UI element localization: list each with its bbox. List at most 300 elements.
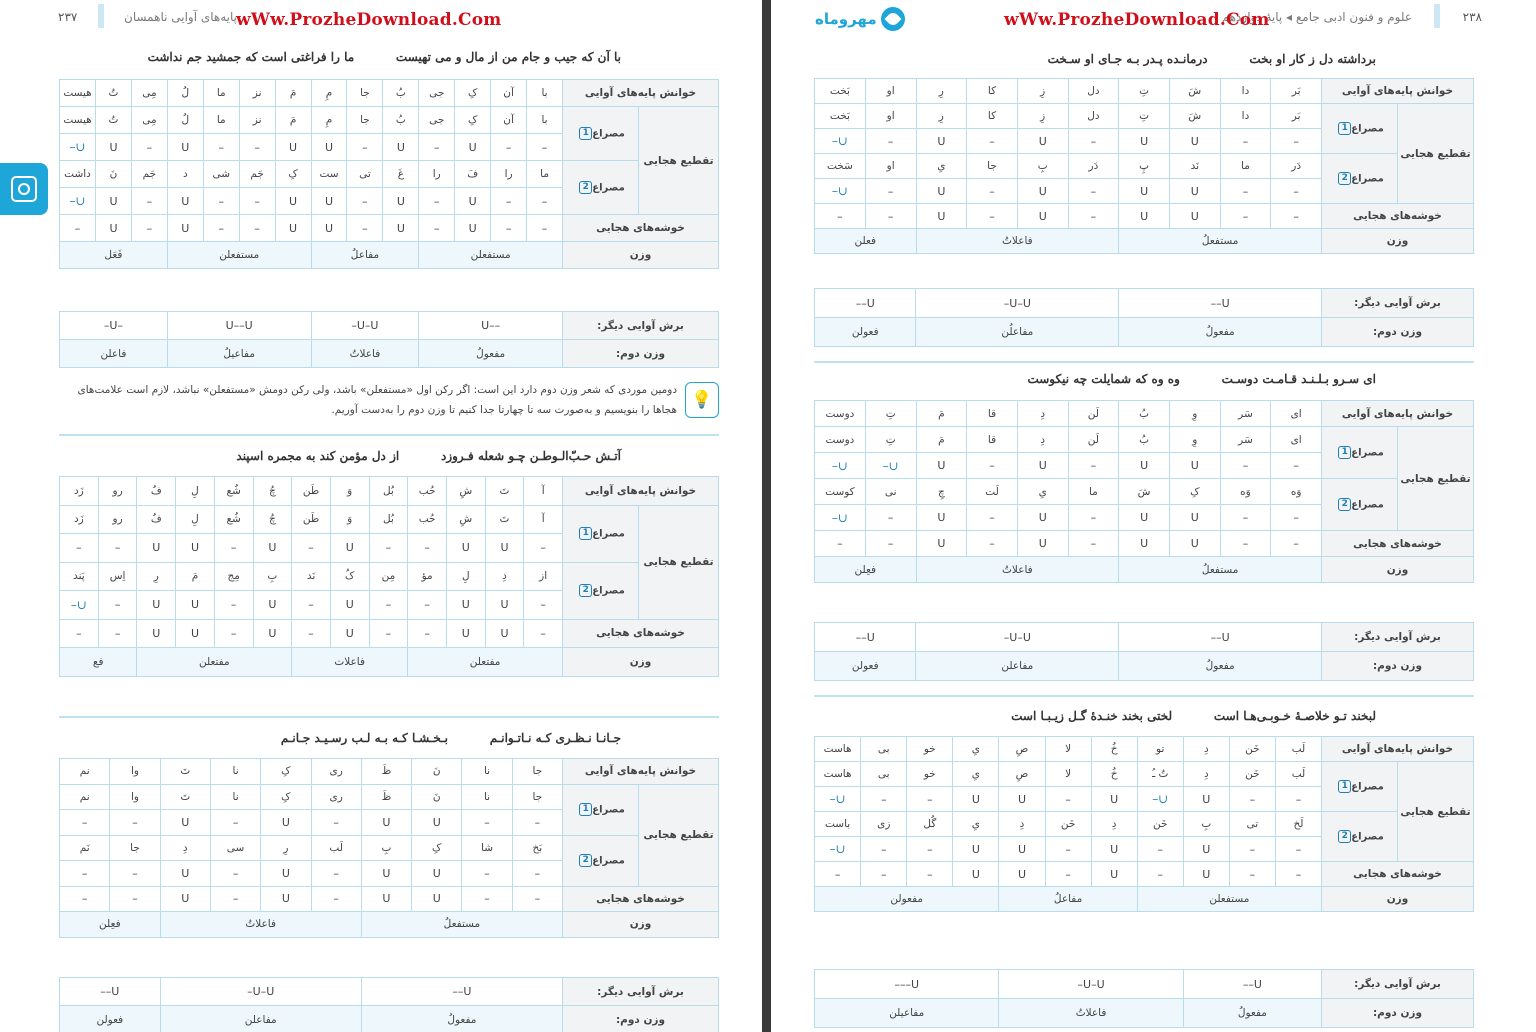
scansion-table <box>814 400 1474 583</box>
syllable-cell: رِ <box>261 835 311 861</box>
row-label-reading: خوانش پایه‌های آوایی <box>1322 401 1474 427</box>
syllable-mark-cell: ∪– <box>865 453 916 479</box>
cluster-mark-cell: – <box>408 619 447 648</box>
alt-cut-cell: U–– <box>1183 970 1321 999</box>
hemistich-2-label <box>1322 154 1398 204</box>
syllable-mark-cell: – <box>1068 453 1119 479</box>
syllable-cell: مؤ <box>408 562 447 591</box>
syllable-cell: نم <box>60 759 110 785</box>
syllable-mark-cell: – <box>967 453 1018 479</box>
syllable-cell: وِ <box>1169 401 1220 427</box>
syllable-mark-cell: – <box>462 810 512 836</box>
butterfly-logo-icon <box>881 7 905 31</box>
table-row <box>815 289 1474 318</box>
syllable-cell: کِ <box>261 784 311 810</box>
syllable-mark-cell: U <box>176 591 215 620</box>
syllable-mark-cell: – <box>131 188 167 215</box>
syllable-cell: جی <box>419 107 455 134</box>
syllable-cell: مِی <box>131 107 167 134</box>
hemistich-1-label <box>563 784 639 835</box>
syllable-mark-cell: U <box>160 861 210 887</box>
alternate-cut-table <box>59 311 719 368</box>
row-label-meter2: وزن دوم: <box>1321 652 1473 681</box>
cluster-mark-cell: U <box>1017 204 1068 229</box>
cluster-mark-cell: – <box>865 531 916 557</box>
row-label-scansion: تقطیع هجایی <box>1398 104 1474 204</box>
cluster-mark-cell: – <box>462 886 512 912</box>
syllable-mark-cell: – <box>907 837 953 862</box>
syllable-mark-cell: – <box>203 134 239 161</box>
syllable-cell: خَن <box>1229 762 1275 787</box>
table-row <box>815 652 1474 681</box>
table-row <box>815 970 1474 999</box>
syllable-cell: تو <box>1137 737 1183 762</box>
syllable-cell: تُ <box>96 107 132 134</box>
cluster-mark-cell: U <box>1119 531 1170 557</box>
syllable-mark-cell: – <box>907 787 953 812</box>
hemistich-1-label <box>1322 104 1398 154</box>
syllable-mark-cell: – <box>1068 179 1119 204</box>
syllable-cell: دِ <box>485 562 524 591</box>
cluster-mark-cell: U <box>446 619 485 648</box>
syllable-cell: نا <box>462 759 512 785</box>
syllable-cell: تی <box>1229 812 1275 837</box>
table-row <box>815 557 1474 583</box>
syllable-cell: تَ <box>160 784 210 810</box>
syllable-cell: دل <box>1068 79 1119 104</box>
syllable-cell: وَه <box>1271 479 1322 505</box>
hemistich-2-label <box>563 161 639 215</box>
syllable-cell: وَ <box>330 505 369 534</box>
cluster-mark-cell: – <box>815 531 866 557</box>
cluster-mark-cell: U <box>1017 531 1068 557</box>
syllable-cell: خَن <box>1137 812 1183 837</box>
syllable-mark-cell: – <box>524 591 563 620</box>
syllable-cell: شَ <box>1169 79 1220 104</box>
syllable-cell: آ <box>524 477 563 506</box>
cluster-mark-cell: U <box>485 619 524 648</box>
syllable-mark-cell: U <box>361 861 411 887</box>
syllable-cell: شَ <box>1119 479 1170 505</box>
syllable-cell: زی <box>861 812 907 837</box>
verse-line: آتـش حـبّ‌الـوطـن چـو شعله فـروزد از دل مؤمن کند به مجمره اسپند <box>236 449 621 463</box>
syllable-cell: دِ <box>1183 737 1229 762</box>
syllable-cell: لا <box>1045 737 1091 762</box>
watermark: wWw.ProzheDownload.Com <box>236 10 502 30</box>
syllable-cell: ما <box>1220 154 1271 179</box>
syllable-cell: حُب <box>408 477 447 506</box>
cluster-mark-cell: – <box>491 215 527 242</box>
lightbulb-icon: 💡 <box>685 382 719 418</box>
hemistich-label-text: مصراع <box>592 128 625 140</box>
syllable-cell: رِ <box>137 562 176 591</box>
syllable-cell: داشت <box>60 161 96 188</box>
syllable-mark-cell: – <box>1275 787 1321 812</box>
meter2-foot-cell: فاعلن <box>60 340 168 368</box>
syllable-cell: شُع <box>214 505 253 534</box>
syllable-cell: تِ <box>1119 104 1170 129</box>
syllable-cell: شِ <box>446 477 485 506</box>
meter2-foot-cell: مفعولُ <box>1119 318 1322 347</box>
verse-line: لبخند تـو خلاصـهٔ خـوبـی‌هـا است لختی بخند خنـدهٔ گـل زیـبـا است <box>1011 709 1376 723</box>
table-row <box>815 887 1474 912</box>
hemistich-label-text: مصراع <box>1351 123 1384 135</box>
syllable-cell: نَد <box>292 562 331 591</box>
hemistich-number-badge: 1 <box>579 127 592 140</box>
syllable-cell: آن <box>491 80 527 107</box>
syllable-cell: بُ <box>383 107 419 134</box>
cluster-mark-cell: – <box>292 619 331 648</box>
cluster-mark-cell: – <box>861 862 907 887</box>
syllable-mark-cell: ∪– <box>60 591 99 620</box>
row-label-clusters: خوشه‌های هجایی <box>563 619 719 648</box>
cluster-mark-cell: U <box>383 215 419 242</box>
page-number: ۲۳۸ <box>1462 10 1482 24</box>
table-row <box>60 242 719 269</box>
table-row <box>60 619 719 648</box>
syllable-cell: نم <box>60 784 110 810</box>
syllable-cell: با <box>527 80 563 107</box>
cluster-mark-cell: – <box>110 886 160 912</box>
table-row <box>60 505 719 534</box>
cluster-mark-cell: U <box>176 619 215 648</box>
syllable-cell: لُ <box>167 80 203 107</box>
cluster-mark-cell: – <box>1271 204 1322 229</box>
syllable-mark-cell: – <box>1271 453 1322 479</box>
syllable-cell: طَن <box>292 477 331 506</box>
syllable-mark-cell: U <box>167 188 203 215</box>
cluster-mark-cell: – <box>60 886 110 912</box>
syllable-cell: نَ <box>96 161 132 188</box>
syllable-cell: یِ <box>953 737 999 762</box>
syllable-mark-cell: U <box>412 810 462 836</box>
syllable-mark-cell: U <box>1017 179 1068 204</box>
syllable-cell: حُب <box>408 505 447 534</box>
syllable-cell: کِ <box>412 835 462 861</box>
cluster-mark-cell: U <box>455 215 491 242</box>
syllable-mark-cell: – <box>131 134 167 161</box>
cluster-mark-cell: – <box>60 619 99 648</box>
syllable-mark-cell: U <box>1017 129 1068 154</box>
syllable-cell: تی <box>347 161 383 188</box>
alt-cut-cell: U–U– <box>916 289 1119 318</box>
meter-foot-cell: مفتعلن <box>137 648 292 677</box>
row-label-scansion: تقطیع هجایی <box>1398 762 1474 862</box>
syllable-cell: تَ <box>160 759 210 785</box>
syllable-mark-cell: U <box>167 134 203 161</box>
syllable-cell: بِ <box>361 835 411 861</box>
table-row <box>815 812 1474 837</box>
syllable-mark-cell: – <box>98 534 137 563</box>
cluster-mark-cell: U <box>1183 862 1229 887</box>
syllable-cell: بِ <box>1017 154 1068 179</box>
cluster-mark-cell: U <box>1169 204 1220 229</box>
syllable-mark-cell: U <box>999 787 1045 812</box>
tip-text: دومین موردی که شعر وزن دوم دارد این است: اگر رکن اول «مستفعلن» باشد، ولی رکن دومش «مستفعلن» نباشد، لازم است علامت‌های هجاها را بنویسیم و به‌صورت سه تا چهارتا جدا کنیم تا وزن دوم را به‌دست آوریم. <box>77 384 677 416</box>
table-row <box>60 477 719 506</box>
row-label-alt-cut: برش آوایی دیگر: <box>1321 289 1473 318</box>
alt-cut-cell: U–– <box>60 978 161 1006</box>
table-row <box>60 784 719 810</box>
alt-cut-cell: U––– <box>815 970 999 999</box>
table-row <box>815 204 1474 229</box>
cluster-mark-cell: – <box>203 215 239 242</box>
syllable-cell: هاست <box>815 762 861 787</box>
syllable-cell: دِ <box>160 835 210 861</box>
syllable-cell: مِی <box>131 80 167 107</box>
meter-foot-cell: فعِلن <box>815 557 917 583</box>
cluster-mark-cell: U <box>160 886 210 912</box>
syllable-mark-cell: U <box>953 837 999 862</box>
syllable-mark-cell: – <box>98 591 137 620</box>
hemistich-number-badge: 2 <box>1338 498 1351 511</box>
syllable-cell: مِ <box>311 80 347 107</box>
syllable-mark-cell: U <box>275 134 311 161</box>
syllable-mark-cell: – <box>292 591 331 620</box>
syllable-mark-cell: U <box>1091 837 1137 862</box>
row-label-meter: وزن <box>1322 229 1474 254</box>
syllable-mark-cell: – <box>527 188 563 215</box>
syllable-cell: شَ <box>1169 104 1220 129</box>
hemistich-2-label <box>563 835 639 886</box>
alt-cut-cell: U–– <box>815 289 916 318</box>
verse-line: با آن که جیب و جام من از مال و می تهیست ما را فراغتی است که جمشید جم نداشت <box>147 50 621 64</box>
brand-name: مهروماه <box>815 10 877 28</box>
cluster-mark-cell: U <box>1169 531 1220 557</box>
syllable-mark-cell: – <box>462 861 512 887</box>
syllable-cell: مَ <box>176 562 215 591</box>
syllable-cell: مَ <box>916 401 967 427</box>
table-row <box>60 886 719 912</box>
syllable-mark-cell: – <box>1271 505 1322 531</box>
table-row <box>60 340 719 368</box>
left-page-header <box>0 4 762 28</box>
row-label-scansion: تقطیع هجایی <box>639 505 719 619</box>
syllable-cell: فَ <box>455 161 491 188</box>
syllable-cell: قا <box>967 401 1018 427</box>
syllable-cell: زِ <box>1017 79 1068 104</box>
syllable-mark-cell: – <box>347 134 383 161</box>
hemistich-1-label <box>1322 427 1398 479</box>
syllable-mark-cell: – <box>1137 837 1183 862</box>
table-row <box>815 999 1474 1028</box>
syllable-cell: هیست <box>60 107 96 134</box>
syllable-cell: دِ <box>1091 812 1137 837</box>
syllable-mark-cell: – <box>369 591 408 620</box>
syllable-mark-cell: – <box>1220 179 1271 204</box>
syllable-cell: نی <box>865 479 916 505</box>
syllable-cell: جَم <box>239 161 275 188</box>
syllable-mark-cell: – <box>967 129 1018 154</box>
menu-icon <box>11 176 37 202</box>
table-row <box>60 759 719 785</box>
tip-box <box>59 378 719 422</box>
alt-cut-cell: U–– <box>361 978 562 1006</box>
syllable-mark-cell: U <box>1091 787 1137 812</box>
syllable-mark-cell: – <box>1068 505 1119 531</box>
syllable-mark-cell: – <box>491 188 527 215</box>
syllable-mark-cell: U <box>1119 129 1170 154</box>
cluster-mark-cell: – <box>865 204 916 229</box>
syllable-mark-cell: – <box>967 179 1018 204</box>
syllable-mark-cell: U <box>1017 505 1068 531</box>
syllable-mark-cell: U <box>1119 453 1170 479</box>
row-label-reading: خوانش پایه‌های آوایی <box>563 477 719 506</box>
syllable-cell: کِ <box>275 161 311 188</box>
syllable-cell: قا <box>967 427 1018 453</box>
syllable-mark-cell: U <box>383 134 419 161</box>
table-row <box>815 79 1474 104</box>
syllable-cell: یِ <box>953 762 999 787</box>
syllable-cell: تُ <box>96 80 132 107</box>
alternate-cut-table <box>814 622 1474 681</box>
cluster-mark-cell: U <box>1091 862 1137 887</box>
syllable-cell: ای <box>1271 401 1322 427</box>
cluster-mark-cell: – <box>1271 531 1322 557</box>
cluster-mark-cell: – <box>131 215 167 242</box>
syllable-mark-cell: U <box>953 787 999 812</box>
syllable-cell: اِس <box>98 562 137 591</box>
syllable-cell: نز <box>239 80 275 107</box>
row-label-meter2: وزن دوم: <box>1321 999 1473 1028</box>
cluster-mark-cell: – <box>967 531 1018 557</box>
syllable-cell: سَخت <box>815 154 866 179</box>
row-label-meter: وزن <box>563 912 719 938</box>
syllable-cell: صِ <box>999 737 1045 762</box>
table-row <box>815 154 1474 179</box>
syllable-mark-cell: ∪– <box>60 134 96 161</box>
row-label-meter2: وزن دوم: <box>562 340 718 368</box>
meter2-foot-cell: مفاعلن <box>916 652 1119 681</box>
syllable-cell: رِ <box>916 104 967 129</box>
hemistich-number-badge: 1 <box>579 527 592 540</box>
syllable-cell: را <box>491 161 527 188</box>
syllable-cell: نا <box>210 784 260 810</box>
syllable-cell: دا <box>1220 79 1271 104</box>
syllable-cell: یِ <box>916 154 967 179</box>
meter-foot-cell: مستفعلُ <box>1119 557 1322 583</box>
syllable-mark-cell: – <box>419 134 455 161</box>
cluster-mark-cell: – <box>967 204 1018 229</box>
hemistich-label-text: مصراع <box>592 585 625 597</box>
hemistich-2-label <box>1322 812 1398 862</box>
syllable-cell: کا <box>967 79 1018 104</box>
syllable-mark-cell: – <box>1271 129 1322 154</box>
syllable-cell: رو <box>98 505 137 534</box>
cluster-mark-cell: – <box>419 215 455 242</box>
syllable-mark-cell: U <box>160 810 210 836</box>
syllable-mark-cell: U <box>1169 453 1220 479</box>
syllable-cell: گُل <box>907 812 953 837</box>
syllable-mark-cell: – <box>1275 837 1321 862</box>
verse-line: جـانـا نـظـری کـه نـاتـوانـم بـخـشـا کـه بـه لـب رسـیـد جـانـم <box>280 731 621 745</box>
cluster-mark-cell: U <box>311 215 347 242</box>
syllable-cell: نَ <box>412 784 462 810</box>
hemistich-label-text: مصراع <box>1351 499 1384 511</box>
hemistich-1-label <box>1322 762 1398 812</box>
section-divider <box>59 716 719 718</box>
syllable-cell: تِ <box>865 401 916 427</box>
syllable-mark-cell: U <box>916 129 967 154</box>
syllable-mark-cell: U <box>96 188 132 215</box>
syllable-cell: او <box>865 79 916 104</box>
cluster-mark-cell: – <box>907 862 953 887</box>
meter-foot-cell: مستفعلُ <box>1119 229 1322 254</box>
row-label-alt-cut: برش آوایی دیگر: <box>1321 623 1473 652</box>
header-accent-bar <box>1434 4 1440 28</box>
alt-cut-cell: U–U– <box>999 970 1183 999</box>
syllable-mark-cell: – <box>110 861 160 887</box>
scansion-table <box>59 476 719 677</box>
syllable-mark-cell: U <box>137 534 176 563</box>
cluster-mark-cell: U <box>999 862 1045 887</box>
syllable-cell: بی <box>861 737 907 762</box>
syllable-mark-cell: U <box>383 188 419 215</box>
scansion-table <box>814 736 1474 912</box>
meter-foot-cell: مفاعلُ <box>999 887 1137 912</box>
cluster-mark-cell: U <box>412 886 462 912</box>
syllable-cell: ما <box>203 107 239 134</box>
syllable-cell: سَر <box>1220 427 1271 453</box>
syllable-cell: از <box>524 562 563 591</box>
syllable-mark-cell: U <box>261 810 311 836</box>
syllable-cell: جا <box>347 107 383 134</box>
hemistich-number-badge: 1 <box>1338 122 1351 135</box>
row-label-meter: وزن <box>1322 557 1474 583</box>
breadcrumb[interactable]: علوم و فنون ادبی جامع ◂ پایهٔ دوازدهم <box>1221 10 1412 24</box>
cluster-mark-cell: – <box>815 204 866 229</box>
hemistich-number-badge: 2 <box>579 181 592 194</box>
syllable-cell: جا <box>512 784 562 810</box>
syllable-cell: شِ <box>446 505 485 534</box>
meter-foot-cell: مفعولن <box>815 887 999 912</box>
table-row <box>815 862 1474 887</box>
syllable-mark-cell: ∪– <box>815 837 861 862</box>
table-row <box>815 318 1474 347</box>
syllable-mark-cell: U <box>412 861 462 887</box>
syllable-cell: دا <box>1220 104 1271 129</box>
meter-foot-cell: مستفعلن <box>167 242 311 269</box>
syllable-cell: بَر <box>1271 104 1322 129</box>
syllable-cell: بُ <box>1119 401 1170 427</box>
syllable-mark-cell: U <box>916 505 967 531</box>
syllable-cell: لَن <box>1068 401 1119 427</box>
syllable-cell: مَ <box>275 107 311 134</box>
syllable-cell: لَب <box>1275 737 1321 762</box>
syllable-cell: جا <box>110 835 160 861</box>
table-row <box>815 401 1474 427</box>
meter2-foot-cell: مفعولُ <box>1183 999 1321 1028</box>
page-number: ۲۳۷ <box>58 10 78 24</box>
cluster-mark-cell: – <box>1068 531 1119 557</box>
syllable-cell: لُ <box>167 107 203 134</box>
table-row <box>815 531 1474 557</box>
row-label-meter: وزن <box>563 242 719 269</box>
syllable-mark-cell: U <box>1169 129 1220 154</box>
syllable-cell: جا <box>347 80 383 107</box>
syllable-cell: بی <box>861 762 907 787</box>
syllable-cell: رو <box>98 477 137 506</box>
syllable-cell: سی <box>210 835 260 861</box>
row-label-reading: خوانش پایه‌های آوایی <box>563 759 719 785</box>
table-row <box>815 762 1474 787</box>
syllable-cell: دِ <box>1017 427 1068 453</box>
side-menu-tab[interactable] <box>0 163 48 215</box>
syllable-mark-cell: – <box>210 861 260 887</box>
syllable-cell: لِ <box>176 505 215 534</box>
syllable-cell: ما <box>1068 479 1119 505</box>
syllable-mark-cell: U <box>330 534 369 563</box>
